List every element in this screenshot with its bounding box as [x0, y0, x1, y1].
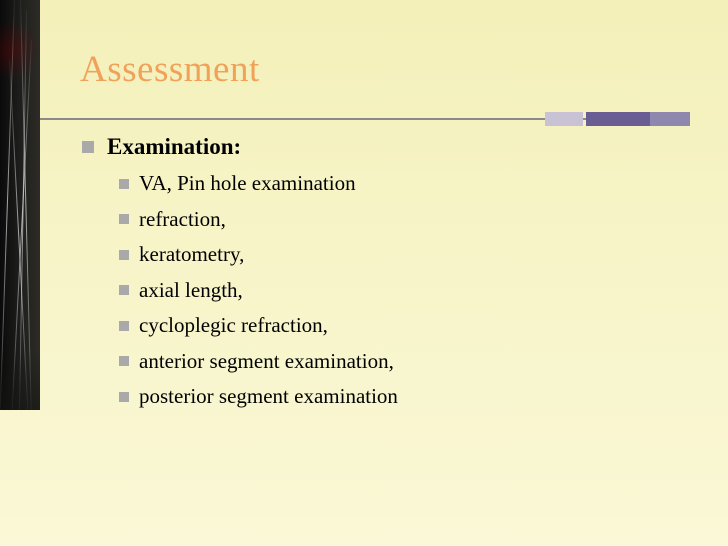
list-item-text: refraction, [139, 206, 226, 231]
list-item [119, 166, 702, 202]
square-bullet-icon [119, 321, 129, 331]
list-item [119, 379, 702, 415]
square-bullet-icon [119, 285, 129, 295]
slide-title: Assessment [80, 49, 260, 90]
list-item [119, 273, 702, 309]
square-bullet-icon [82, 141, 94, 153]
square-bullet-icon [119, 179, 129, 189]
list-item [119, 344, 702, 380]
square-bullet-icon [119, 214, 129, 224]
list-item [119, 202, 702, 238]
list-item-text: anterior segment examination, [139, 348, 394, 373]
list-item-examination [82, 128, 702, 166]
list-item-text: keratometry, [139, 242, 245, 267]
title-divider [40, 112, 690, 126]
square-bullet-icon [119, 356, 129, 366]
sub-bullet-list [119, 166, 702, 415]
list-item-text: posterior segment examination [139, 384, 398, 409]
list-item-text: cycloplegic refraction, [139, 313, 328, 338]
list-item-text: VA, Pin hole examination [139, 171, 356, 196]
list-item [119, 237, 702, 273]
square-bullet-icon [119, 250, 129, 260]
main-bullet-text: Examination: [107, 134, 242, 159]
square-bullet-icon [119, 392, 129, 402]
list-item [119, 308, 702, 344]
bullet-list [82, 128, 702, 415]
decorative-fiber-image [0, 0, 40, 410]
list-item-text: axial length, [139, 277, 243, 302]
